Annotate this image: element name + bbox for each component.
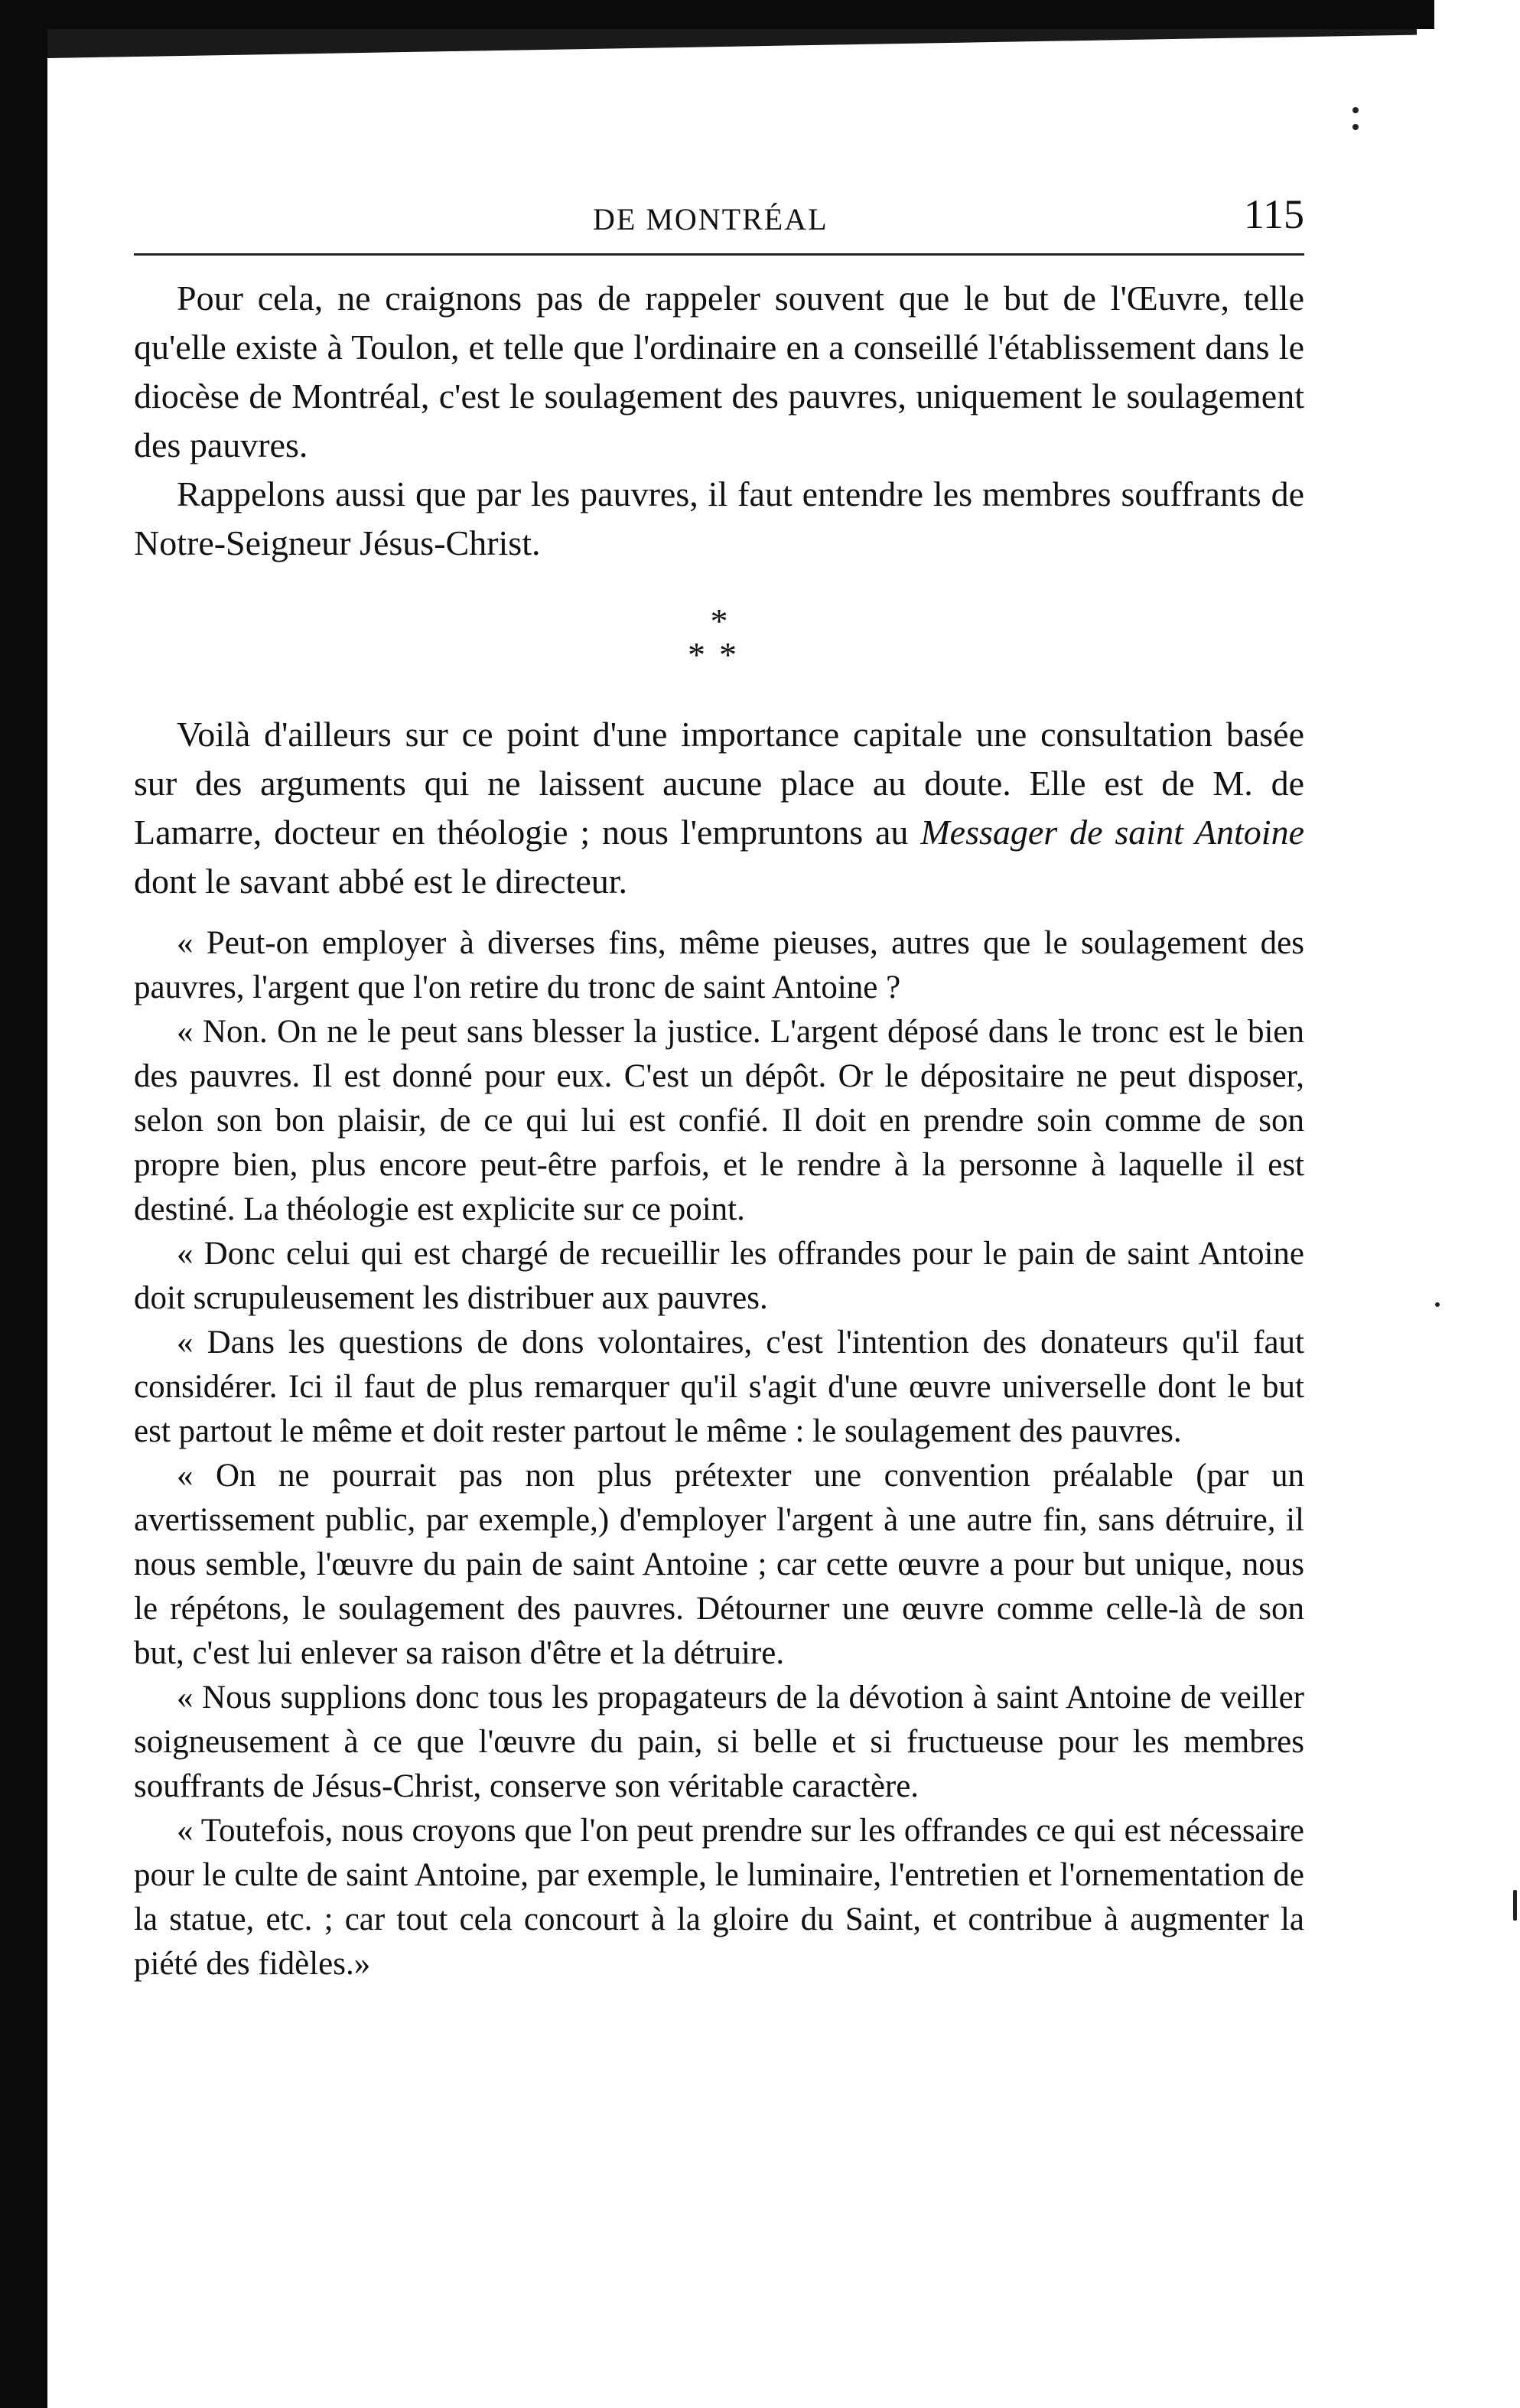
quotation-paragraph: « On ne pourrait pas non plus prétexter une convention préalable (par un avertissement public, par exemple,) d'employer l'argent à une autre fin, sans détruire, il nous semble, l'œuvre du pain de saint Antoine ; car cette œuvre a pour but unique, nous le répétons, le soulagement des pauvres. Détourner une œuvre comme celle-là de son but, c'est lui enlever sa raison d'être et la détruire.: [134, 1458, 1304, 1671]
book-page: [134, 180, 1304, 1986]
scan-speck: [1435, 1302, 1440, 1307]
spacer: [134, 906, 1304, 921]
paragraph: Pour cela, ne craignons pas de rappeler souvent que le but de l'Œuvre, telle qu'elle existe à Toulon, et telle que l'ordinaire en a conseillé l'établissement dans le diocèse de Montréal, c'est le soulagement des pauvres, uniquement le soulagement des pauvres.: [134, 279, 1304, 464]
scan-speck: [1352, 124, 1359, 130]
scan-edge-top-shadow: [47, 29, 1417, 58]
cited-journal-title: Messager de saint Antoine: [920, 813, 1304, 852]
intro-text-end: dont le savant abbé est le directeur.: [134, 862, 628, 901]
page-number: 115: [1244, 191, 1304, 237]
page-body: [134, 274, 1304, 1986]
asterism-separator: [134, 601, 1304, 674]
paragraph: Rappelons aussi que par les pauvres, il faut entendre les membres souffrants de Notre-Seigneur Jésus-Christ.: [134, 474, 1304, 562]
quotation-paragraph: « Dans les questions de dons volontaires, c'est l'intention des donateurs qu'il faut considérer. Ici il faut de plus remarquer qu'il s'agit d'une œuvre universelle dont le but est partout le même et doit rester partout le même : le soulagement des pauvres.: [134, 1325, 1304, 1449]
header-rule: [134, 253, 1304, 256]
scan-edge-left: [0, 0, 47, 2408]
scan-speck: [1513, 1890, 1517, 1921]
quotation-paragraph: « Peut-on employer à diverses fins, même pieuses, autres que le soulagement des pauvres, l'argent que l'on retire du tronc de saint Antoine ?: [134, 925, 1304, 1005]
running-title: DE MONTRÉAL: [593, 202, 828, 236]
running-head: [134, 180, 1304, 241]
quotation-paragraph: « Non. On ne le peut sans blesser la justice. L'argent déposé dans le tronc est le bien des pauvres. Il est donné pour eux. C'est un dépôt. Or le dépositaire ne peut disposer, selon son bon plaisir, de ce qui lui est confié. Il doit en prendre soin comme de son propre bien, plus encore peut-être parfois, et le rendre à la personne à laquelle il est destiné. La théologie est explicite sur ce point.: [134, 1014, 1304, 1227]
asterism-bottom: **: [688, 635, 750, 674]
intro-text: Voilà d'ailleurs sur ce point d'une importance capitale une consultation basée sur des arguments qui ne laissent aucune place au doute. Elle est de M. de Lamarre, docteur en théologie ; nous l'empruntons au: [134, 715, 1304, 852]
scan-speck: [1352, 107, 1359, 113]
paragraph-intro: [134, 710, 1304, 906]
quotation-paragraph: « Nous supplions donc tous les propagateurs de la dévotion à saint Antoine de veiller soigneusement à ce que l'œuvre du pain, si belle et si fructueuse pour les membres souffrants de Jésus-Christ, conserve son véritable caractère.: [134, 1680, 1304, 1804]
asterism-top: *: [710, 601, 728, 640]
quotation-paragraph: « Donc celui qui est chargé de recueillir les offrandes pour le pain de saint Antoine doit scrupuleusement les distribuer aux pauvres.: [134, 1236, 1304, 1316]
scan-edge-top: [0, 0, 1434, 29]
quotation-paragraph: « Toutefois, nous croyons que l'on peut prendre sur les offrandes ce qui est nécessaire pour le culte de saint Antoine, par exemple, le luminaire, l'entretien et l'ornementation de la statue, etc. ; car tout cela concourt à la gloire du Saint, et contribue à augmenter la piété des fidèles.»: [134, 1813, 1304, 1982]
